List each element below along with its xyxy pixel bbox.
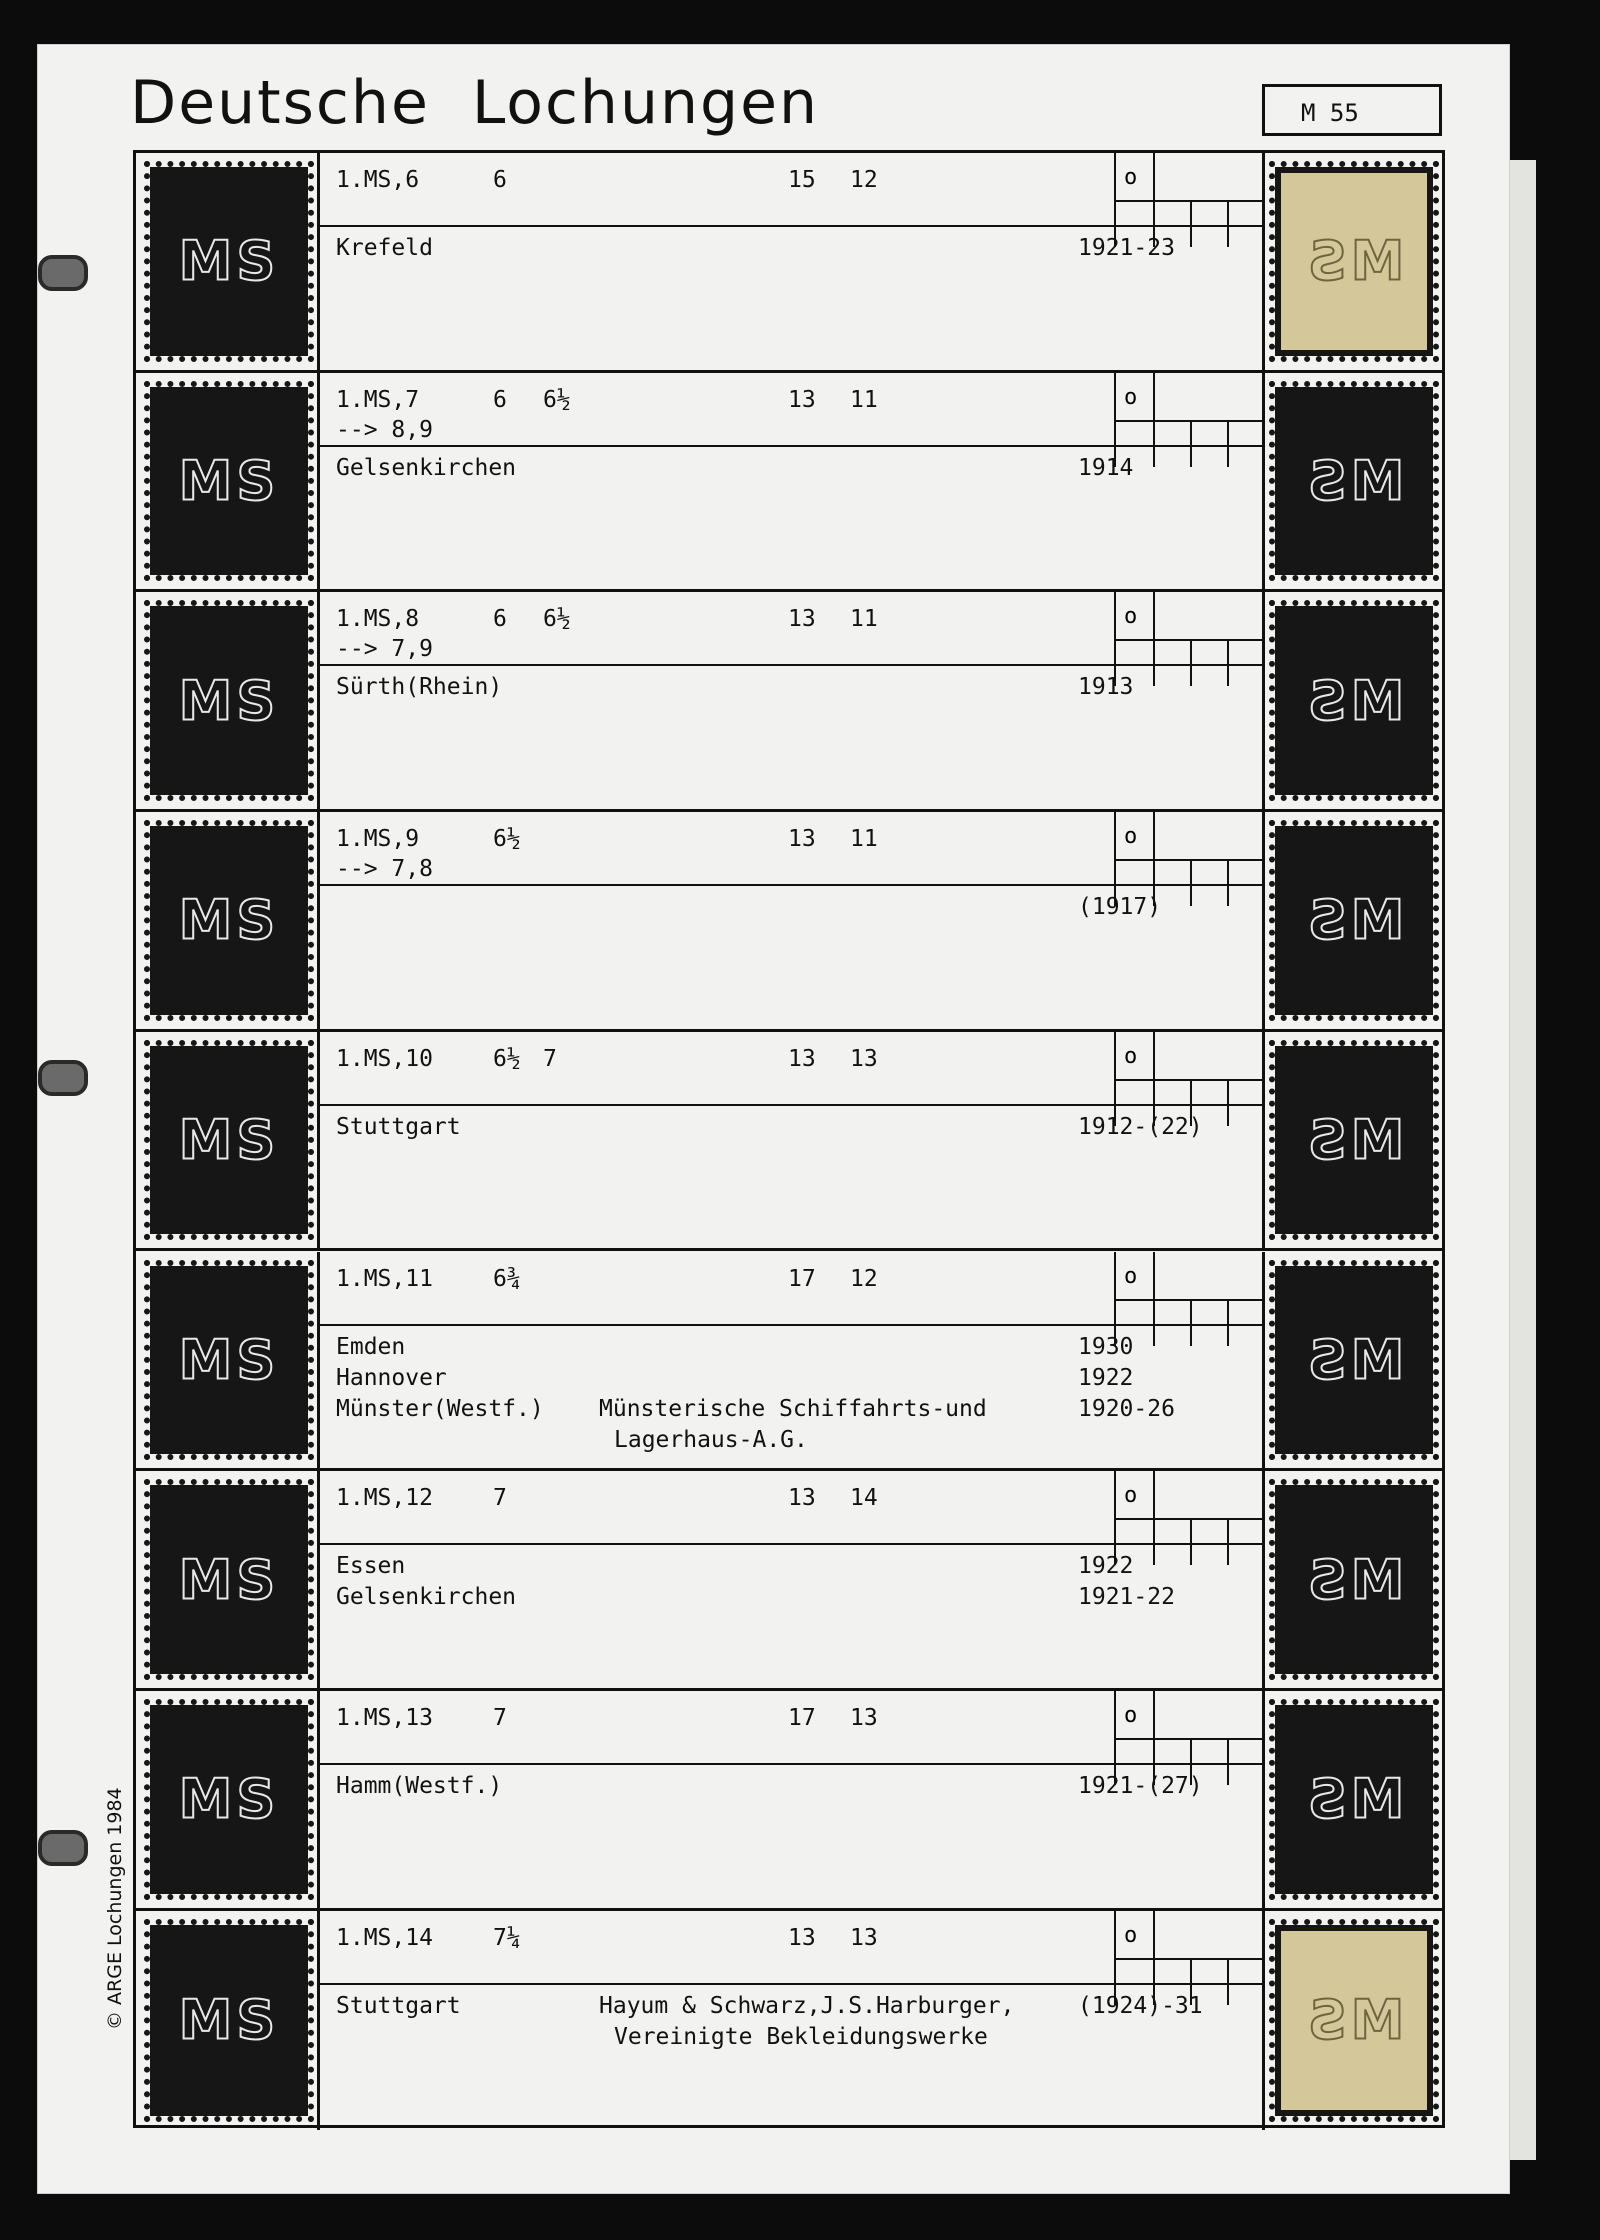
usage-mark: o — [1124, 604, 1138, 630]
cross-reference: --> 8,9 — [336, 416, 433, 443]
binder-ring-icon — [38, 1830, 88, 1866]
perfin-pattern-card — [150, 1705, 308, 1894]
catalogue-id: 1.MS,13 — [336, 1704, 433, 1731]
box-line — [1153, 1691, 1155, 1785]
perfin-letters: MS — [178, 888, 280, 952]
stamp-image — [1275, 387, 1433, 576]
catalogue-id: 1.MS,11 — [336, 1265, 433, 1292]
dimension: 12 — [850, 1265, 878, 1292]
year-range: 1930 — [1078, 1333, 1134, 1360]
catalogue-id: 1.MS,6 — [336, 167, 420, 193]
perfin-letters: MS — [178, 449, 280, 513]
page-edge — [1510, 160, 1536, 2160]
pattern-column — [136, 1911, 320, 2131]
perfin-letters: MS — [1303, 229, 1405, 293]
dimension: 13 — [788, 1485, 816, 1512]
year-range: 1922 — [1078, 1364, 1134, 1391]
hole-size: 7¼ — [493, 1924, 521, 1951]
catalogue-row — [136, 373, 1442, 593]
firm-name: Münsterische Schiffahrts-und — [599, 1395, 987, 1422]
catalogue-id: 1.MS,8 — [336, 606, 420, 633]
box-line — [1190, 200, 1192, 247]
year-range: 1921-(27) — [1078, 1772, 1203, 1799]
hole-size: 6½ — [493, 826, 521, 853]
dimension: 11 — [850, 386, 878, 413]
usage-mark: o — [1124, 165, 1138, 190]
catalogue-id: 1.MS,7 — [336, 386, 420, 413]
cross-reference: --> 7,8 — [336, 856, 433, 883]
pattern-column — [136, 153, 320, 370]
stamp-column — [1262, 1032, 1442, 1249]
place-name: Münster(Westf.) — [336, 1395, 544, 1422]
place-name: Stuttgart — [336, 1113, 461, 1140]
stamp-column — [1262, 1471, 1442, 1688]
hole-size: 7 — [493, 1704, 507, 1731]
box-line — [1227, 639, 1229, 686]
usage-mark: o — [1124, 1702, 1138, 1728]
binder-ring-icon — [38, 1060, 88, 1096]
copyright-note: © ARGE Lochungen 1984 — [104, 1787, 126, 2030]
usage-mark: o — [1124, 1483, 1138, 1509]
pattern-column — [136, 1252, 320, 1469]
perfin-pattern-card — [150, 1046, 308, 1235]
box-line — [1227, 1299, 1229, 1346]
dimension: 13 — [850, 1045, 878, 1072]
box-line — [1190, 639, 1192, 686]
box-line — [1153, 373, 1155, 467]
catalogue-id: 1.MS,9 — [336, 826, 420, 853]
year-range: 1913 — [1078, 674, 1134, 701]
catalogue-row — [136, 153, 1442, 373]
marking-boxes — [1114, 373, 1264, 467]
pattern-column — [136, 1471, 320, 1688]
pattern-column — [136, 592, 320, 809]
cross-reference: --> 7,9 — [336, 636, 433, 663]
stamp-photo — [1281, 173, 1427, 350]
perfin-letters: MS — [1303, 1328, 1405, 1392]
stamp-column — [1262, 373, 1442, 590]
usage-mark: o — [1124, 1922, 1138, 1948]
dimension: 17 — [788, 1704, 816, 1731]
perfin-letters: MS — [1303, 1767, 1405, 1831]
stamp-image — [1275, 1925, 1433, 2117]
hole-size: 7 — [543, 1045, 557, 1072]
stamp-image — [1275, 1046, 1433, 1235]
box-line — [1153, 812, 1155, 906]
box-line — [1227, 1079, 1229, 1126]
box-line — [1227, 1958, 1229, 2005]
dimension: 17 — [788, 1265, 816, 1292]
stamp-image — [1275, 167, 1433, 356]
dimension: 13 — [788, 826, 816, 853]
stamp-image — [1275, 1485, 1433, 1674]
place-name: Gelsenkirchen — [336, 454, 517, 481]
place-name: Hannover — [336, 1364, 447, 1391]
hole-size: 6 — [493, 386, 507, 413]
hole-size: 6 — [493, 167, 507, 193]
box-line — [1227, 1518, 1229, 1565]
perfin-letters: MS — [178, 229, 280, 293]
catalogue-row — [136, 1471, 1442, 1691]
perfin-letters: MS — [1303, 1548, 1405, 1612]
marking-boxes — [1114, 812, 1264, 906]
usage-mark: o — [1124, 384, 1138, 410]
perfin-letters: MS — [178, 1548, 280, 1612]
usage-mark: o — [1124, 824, 1138, 850]
catalogue-row — [136, 1032, 1442, 1252]
box-line — [1190, 420, 1192, 467]
catalogue-row — [136, 592, 1442, 812]
year-range: 1920-26 — [1078, 1395, 1175, 1422]
box-line — [1153, 153, 1155, 247]
stamp-column — [1262, 1252, 1442, 1469]
dimension: 11 — [850, 606, 878, 633]
pattern-column — [136, 812, 320, 1029]
marking-boxes — [1114, 1252, 1264, 1346]
firm-name: Lagerhaus-A.G. — [614, 1426, 808, 1453]
place-name: Emden — [336, 1333, 406, 1360]
place-name: Krefeld — [336, 235, 433, 261]
catalogue-id: 1.MS,12 — [336, 1485, 433, 1512]
perfin-letters: MS — [1303, 669, 1405, 733]
dimension: 15 — [788, 167, 816, 193]
box-line — [1227, 420, 1229, 467]
page-code: M 55 — [1262, 84, 1442, 136]
box-line — [1190, 859, 1192, 906]
pattern-column — [136, 1032, 320, 1249]
perfin-letters: MS — [178, 1767, 280, 1831]
dimension: 13 — [788, 1924, 816, 1951]
perfin-letters: MS — [178, 1328, 280, 1392]
stamp-image — [1275, 606, 1433, 795]
dimension: 13 — [850, 1704, 878, 1731]
catalogue-table — [133, 150, 1445, 2128]
box-line — [1190, 1518, 1192, 1565]
year-range: 1914 — [1078, 454, 1134, 481]
perfin-pattern-card — [150, 1485, 308, 1674]
box-line — [1190, 1299, 1192, 1346]
title-word: Lochungen — [471, 68, 820, 138]
perfin-pattern-card — [150, 387, 308, 576]
marking-boxes — [1114, 1911, 1264, 2005]
box-line — [1227, 1738, 1229, 1785]
box-line — [1153, 1032, 1155, 1126]
catalogue-row — [136, 1252, 1442, 1472]
marking-boxes — [1114, 592, 1264, 686]
perfin-letters: MS — [178, 1108, 280, 1172]
perfin-pattern-card — [150, 167, 308, 356]
perfin-pattern-card — [150, 826, 308, 1015]
perfin-letters: MS — [178, 669, 280, 733]
place-name: Essen — [336, 1553, 406, 1580]
stamp-column — [1262, 153, 1442, 370]
place-name: Sürth(Rhein) — [336, 674, 503, 701]
catalogue-id: 1.MS,14 — [336, 1924, 433, 1951]
year-range: (1924)-31 — [1078, 1992, 1203, 2019]
firm-name: Hayum & Schwarz,J.S.Harburger, — [599, 1992, 1015, 2019]
marking-boxes — [1114, 153, 1264, 247]
hole-size: 6¾ — [493, 1265, 521, 1292]
stamp-image — [1275, 1266, 1433, 1455]
perfin-letters: MS — [178, 1988, 280, 2052]
hole-size: 6½ — [493, 1045, 521, 1072]
place-name: Stuttgart — [336, 1992, 461, 2019]
usage-mark: o — [1124, 1043, 1138, 1069]
place-name: Hamm(Westf.) — [336, 1772, 503, 1799]
perfin-letters: MS — [1303, 449, 1405, 513]
box-line — [1153, 1471, 1155, 1565]
dimension: 12 — [850, 167, 878, 193]
year-range: 1921-22 — [1078, 1584, 1175, 1611]
hole-size: 6½ — [543, 386, 571, 413]
stamp-column — [1262, 1691, 1442, 1908]
dimension: 13 — [850, 1924, 878, 1951]
year-range: 1922 — [1078, 1553, 1134, 1580]
perfin-pattern-card — [150, 1266, 308, 1455]
place-name: Gelsenkirchen — [336, 1584, 517, 1611]
dimension: 13 — [788, 1045, 816, 1072]
catalogue-row — [136, 1691, 1442, 1911]
box-line — [1227, 859, 1229, 906]
perfin-letters: MS — [1303, 1108, 1405, 1172]
usage-mark: o — [1124, 1263, 1138, 1289]
box-line — [1153, 1911, 1155, 2005]
dimension: 13 — [788, 386, 816, 413]
hole-size: 7 — [493, 1485, 507, 1512]
year-range: 1912-(22) — [1078, 1113, 1203, 1140]
dimension: 13 — [788, 606, 816, 633]
stamp-column — [1262, 592, 1442, 809]
perfin-pattern-card — [150, 606, 308, 795]
stamp-image — [1275, 1705, 1433, 1894]
year-range: 1921-23 — [1078, 235, 1175, 261]
perfin-letters: MS — [1303, 1988, 1405, 2052]
pattern-column — [136, 1691, 320, 1908]
box-line — [1153, 592, 1155, 686]
pattern-column — [136, 373, 320, 590]
year-range: (1917) — [1078, 894, 1162, 921]
box-line — [1227, 200, 1229, 247]
dimension: 14 — [850, 1485, 878, 1512]
hole-size: 6 — [493, 606, 507, 633]
title-word: Deutsche — [130, 68, 430, 138]
marking-boxes — [1114, 1471, 1264, 1565]
stamp-column — [1262, 812, 1442, 1029]
perfin-letters: MS — [1303, 888, 1405, 952]
dimension: 11 — [850, 826, 878, 853]
marking-boxes — [1114, 1691, 1264, 1785]
stamp-photo — [1281, 1931, 1427, 2111]
page-title — [130, 68, 819, 138]
stamp-image — [1275, 826, 1433, 1015]
binder-ring-icon — [38, 255, 88, 291]
catalogue-id: 1.MS,10 — [336, 1045, 433, 1072]
hole-size: 6½ — [543, 606, 571, 633]
marking-boxes — [1114, 1032, 1264, 1126]
catalogue-row — [136, 812, 1442, 1032]
stamp-column — [1262, 1911, 1442, 2131]
perfin-pattern-card — [150, 1925, 308, 2117]
catalogue-row — [136, 1911, 1442, 2131]
box-line — [1153, 1252, 1155, 1346]
firm-name: Vereinigte Bekleidungswerke — [614, 2023, 988, 2050]
